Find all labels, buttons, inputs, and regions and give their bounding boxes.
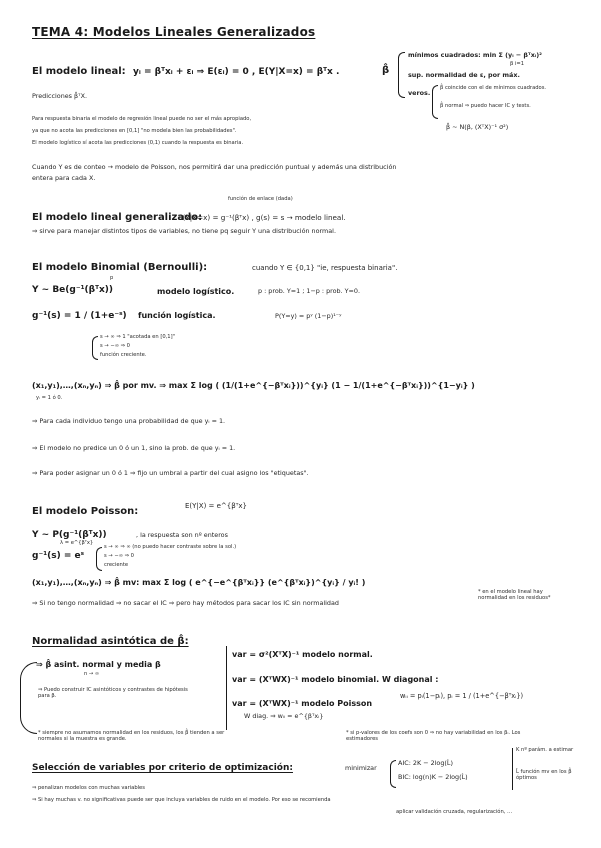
lineal-p1: Para respuesta binaria el modelo de regresión lineal puede no ser el más apropiado,	[32, 116, 252, 122]
poisson-model-sub: λ = e^{βᵀx}	[60, 540, 94, 546]
lineal-v2: β̂ normal ⇒ puedo hacer IC y tests.	[440, 103, 531, 109]
normalidad-l1-sub: n → ∞	[84, 671, 100, 677]
binomial-model-note: modelo logístico.	[157, 287, 235, 296]
normalidad-arc	[20, 662, 37, 734]
seleccion-n1: ⇒ penalizan modelos con muchas variables	[32, 785, 145, 791]
poisson-mv: (x₁,y₁),…,(xₙ,yₙ) ⇒ β̂ mv: max Σ log ( e^{−e^{βᵀxᵢ}} (e^{βᵀxᵢ})^{yᵢ} / yᵢ! )	[32, 578, 366, 587]
binomial-n1: ⇒ Para cada individuo tengo una probabilidad de que yᵢ = 1.	[32, 417, 226, 425]
seleccion-bic: BIC: log(n)K − 2log(L̂)	[398, 773, 468, 781]
normalidad-var2b: wᵢᵢ = pᵢ(1−pᵢ), pᵢ = 1 / (1+e^{−βᵀxᵢ})	[400, 692, 524, 700]
normalidad-var1: var = σ²(XᵀX)⁻¹ modelo normal.	[232, 650, 373, 659]
binomial-props2: s → −∞ ⇒ 0	[100, 343, 130, 349]
seleccion-l-note: L̂ función mv en los β̂ óptimos	[516, 769, 572, 781]
lineal-b1: mínimos cuadrados: min Σ (yᵢ − βᵀxᵢ)²	[408, 51, 542, 59]
poisson-props-brace	[96, 547, 102, 571]
poisson-props2: s → −∞ ⇒ 0	[104, 553, 134, 559]
binomial-cond: cuando Y ∈ {0,1} "ie, respuesta binaria".	[252, 264, 398, 272]
binomial-probs: p : prob. Y=1 ; 1−p : prob. Y=0.	[258, 287, 361, 295]
normalidad-n2: * si p-valores de los coefs son 0 ⇒ no hay variabilidad en los βᵢ. Los estimadores	[346, 730, 521, 742]
binomial-props1: s → ∞ ⇒ 1 "acotada en [0,1]"	[100, 334, 175, 340]
poisson-props3: creciente	[104, 562, 129, 568]
poisson-model: Y ~ P(g⁻¹(βᵀx))	[32, 530, 107, 540]
poisson-n1: ⇒ Si no tengo normalidad ⇒ no sacar el IC ⇒ pero hay métodos para sacar los IC sin normalidad	[32, 599, 339, 607]
seleccion-heading: Selección de variables por criterio de optimización:	[32, 763, 293, 773]
seleccion-n3: aplicar validación cruzada, regularización, …	[396, 809, 513, 815]
binomial-py: P(Y=y) = pʸ (1−p)¹⁻ʸ	[275, 312, 342, 320]
glm-heading: El modelo lineal generalizado:	[32, 212, 203, 223]
seleccion-bar	[512, 748, 513, 790]
binomial-model: Y ~ Be(g⁻¹(βᵀx))	[32, 285, 113, 295]
poisson-g-inv: g⁻¹(s) = eˢ	[32, 551, 85, 561]
lineal-heading: El modelo lineal:	[32, 66, 126, 77]
lineal-beta-hat: β̂	[382, 65, 390, 76]
lineal-p3: El modelo logístico sí acota las predicciones (0,1) cuando la respuesta es binaria.	[32, 140, 244, 146]
lineal-p2: ya que no acota las predicciones en [0,1] "no modela bien las probabilidades".	[32, 128, 237, 134]
binomial-g-inv: g⁻¹(s) = 1 / (1+e⁻ˢ)	[32, 311, 127, 321]
binomial-n2: ⇒ El modelo no predice un 0 ó un 1, sino la prob. de que yᵢ = 1.	[32, 444, 236, 452]
lineal-p5: entera para cada X.	[32, 174, 96, 182]
binomial-p-label: p	[110, 275, 114, 281]
normalidad-var3: var = (XᵀWX)⁻¹ modelo Poisson	[232, 699, 373, 708]
normalidad-l1: ⇒ β̂ asint. normal y media β	[36, 660, 161, 669]
normalidad-l2: ⇒ Puedo construir IC asintóticos y contrastes de hipótesis para β.	[38, 687, 188, 699]
binomial-g-note: función logística.	[138, 311, 216, 320]
binomial-heading: El modelo Binomial (Bernoulli):	[32, 262, 208, 273]
lineal-v1: β̂ coincide con el de mínimos cuadrados.	[440, 85, 547, 91]
lineal-v3: β̂ ~ N(β, (XᵀX)⁻¹ σ²)	[446, 123, 509, 131]
binomial-n3: ⇒ Para poder asignar un 0 ó 1 ⇒ fijo un umbral a partir del cual asigno los "etiquetas".	[32, 469, 309, 477]
normalidad-heading: Normalidad asintótica de β̂:	[32, 636, 189, 647]
lineal-b1-sub: β i=1	[510, 61, 525, 67]
page-title: TEMA 4: Modelos Lineales Generalizados	[32, 25, 316, 39]
seleccion-aic: AIC: 2K − 2log(L̂)	[398, 759, 453, 767]
seleccion-minimizar: minimizar	[345, 764, 377, 772]
normalidad-bar	[226, 646, 227, 730]
lineal-formula: yᵢ = βᵀxᵢ + εᵢ ⇒ E(εᵢ) = 0 , E(Y|X=x) = βᵀx .	[133, 67, 340, 77]
normalidad-n1: * siempre no asumamos normalidad en los residuos, los β̂ tienden a ser normales si la muestra es grande.	[38, 730, 225, 742]
binomial-mv: (x₁,y₁),…,(xₙ,yₙ) ⇒ β̂ por mv. ⇒ max Σ log ( (1/(1+e^{−βᵀxᵢ}))^{yᵢ} (1 − 1/(1+e^{−βᵀxᵢ}))^{1−yᵢ} )	[32, 381, 475, 390]
lineal-brace	[398, 52, 405, 98]
veros-brace	[432, 85, 438, 119]
normalidad-var3b: W diag. ⇒ wᵢᵢ = e^{βᵀxᵢ}	[244, 712, 324, 720]
poisson-side-note: * en el modelo lineal hay normalidad en los residuos*	[478, 589, 551, 601]
poisson-props1: s → ∞ ⇒ ∞ (no puedo hacer contraste sobre la sol.)	[104, 544, 237, 550]
lineal-b3: veros.	[408, 89, 431, 97]
glm-link-note: función de enlace (dada)	[228, 196, 293, 202]
binomial-mv-sub: yᵢ = 1 ó 0.	[36, 395, 63, 401]
lineal-b2: sup. normalidad de ε, por máx.	[408, 71, 520, 79]
lineal-p4: Cuando Y es de conteo → modelo de Poisson, nos permitirá dar una predicción puntual y además una distribución	[32, 163, 397, 171]
lineal-pred: Predicciones β̂ᵀX.	[32, 92, 87, 100]
seleccion-brace	[390, 760, 396, 788]
seleccion-n2: ⇒ Si hay muchas v. no significativas puede ser que incluya variables de ruido en el modelo. Por eso se recomienda	[32, 797, 331, 803]
binomial-props-brace	[92, 336, 98, 360]
normalidad-var2: var = (XᵀWX)⁻¹ modelo binomial. W diagonal :	[232, 675, 439, 684]
binomial-props3: función creciente.	[100, 352, 147, 358]
glm-formula: E(Y|X=x) = g⁻¹(βᵀx) , g(s) = s → modelo lineal.	[178, 213, 346, 222]
poisson-exp: E(Y|X) = e^{βᵀx}	[185, 502, 248, 510]
seleccion-k-note: K nº parám. a estimar	[516, 747, 574, 753]
poisson-heading: El modelo Poisson:	[32, 506, 139, 517]
glm-desc: ⇒ sirve para manejar distintos tipos de variables, no tiene pq seguir Y una distribución normal.	[32, 227, 336, 235]
poisson-model-note: , la respuesta son nº enteros	[136, 531, 228, 539]
